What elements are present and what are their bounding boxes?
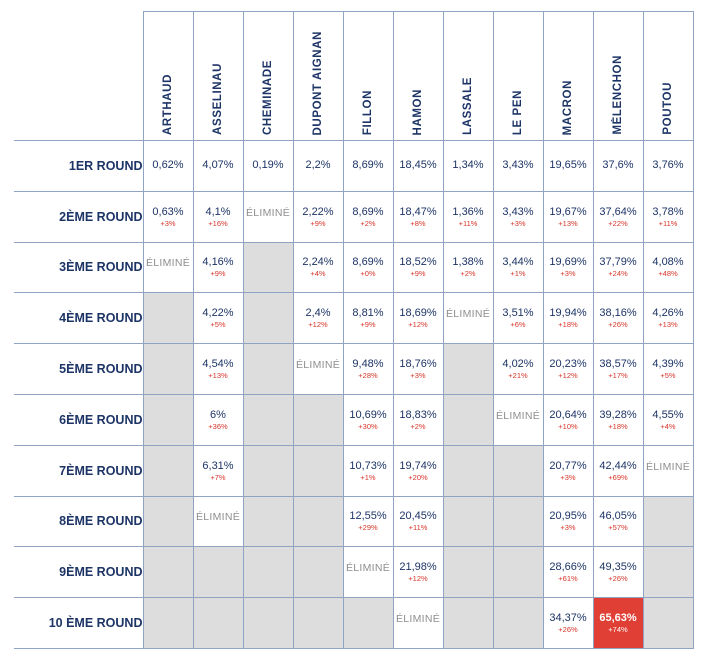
score-cell <box>343 141 393 192</box>
score-cell <box>593 394 643 445</box>
score-percent: 4,39% <box>652 358 684 371</box>
score-percent: 6,31% <box>202 459 234 472</box>
candidate-header-poutou <box>643 12 693 141</box>
score-cell <box>293 191 343 242</box>
eliminated-label: ÉLIMINÉ <box>245 206 291 219</box>
score-change: +61% <box>558 574 578 584</box>
score-cell <box>443 141 493 192</box>
round-row <box>14 496 693 547</box>
score-change: +13% <box>658 320 678 330</box>
score-cell <box>343 344 393 395</box>
score-change: +18% <box>558 320 578 330</box>
candidate-header-melenchon <box>593 12 643 141</box>
score-percent: 9,48% <box>352 358 384 371</box>
score-percent: 0,63% <box>152 205 184 218</box>
score-cell <box>193 242 243 293</box>
score-percent: 2,2% <box>305 159 331 172</box>
score-change: +26% <box>608 320 628 330</box>
score-cell <box>643 394 693 445</box>
score-percent: 19,69% <box>549 256 587 269</box>
score-percent: 4,22% <box>202 307 234 320</box>
score-cell <box>343 445 393 496</box>
eliminated-label: ÉLIMINÉ <box>445 308 491 321</box>
eliminated-empty-cell <box>193 547 243 598</box>
score-change: +9% <box>210 269 226 279</box>
score-cell <box>143 191 193 242</box>
eliminated-empty-cell <box>443 445 493 496</box>
score-percent: 3,43% <box>502 205 534 218</box>
score-cell <box>443 242 493 293</box>
round-row <box>14 141 693 192</box>
score-cell <box>393 547 443 598</box>
score-change: +28% <box>358 371 378 381</box>
round-row <box>14 445 693 496</box>
score-cell <box>343 394 393 445</box>
score-cell <box>543 141 593 192</box>
score-cell <box>293 293 343 344</box>
score-change: +6% <box>510 320 526 330</box>
eliminated-label: ÉLIMINÉ <box>345 562 391 575</box>
candidate-name: LE PEN <box>512 89 524 135</box>
eliminated-empty-cell <box>443 344 493 395</box>
score-change: +22% <box>608 218 628 228</box>
eliminated-empty-cell <box>143 293 193 344</box>
round-label: 4ÈME ROUND <box>14 293 143 344</box>
score-percent: 2,4% <box>305 307 331 320</box>
score-cell <box>393 191 443 242</box>
eliminated-label: ÉLIMINÉ <box>295 359 341 372</box>
score-percent: 8,69% <box>352 159 384 172</box>
score-change: +2% <box>460 269 476 279</box>
score-percent: 19,65% <box>549 159 587 172</box>
eliminated-label: ÉLIMINÉ <box>195 511 241 524</box>
eliminated-cell <box>293 344 343 395</box>
eliminated-empty-cell <box>143 445 193 496</box>
score-change: +29% <box>358 523 378 533</box>
score-change: +3% <box>410 371 426 381</box>
score-cell <box>543 191 593 242</box>
score-cell <box>193 293 243 344</box>
score-percent: 4,55% <box>652 408 684 421</box>
score-change: +74% <box>608 625 628 635</box>
round-label: 1ER ROUND <box>14 141 143 192</box>
score-change: +17% <box>608 371 628 381</box>
round-label: 5ÈME ROUND <box>14 344 143 395</box>
round-label: 9ÈME ROUND <box>14 547 143 598</box>
score-percent: 34,37% <box>549 612 587 625</box>
candidate-header-row <box>14 12 693 141</box>
score-change: +3% <box>510 218 526 228</box>
score-percent: 19,67% <box>549 205 587 218</box>
score-percent: 3,76% <box>652 159 684 172</box>
eliminated-empty-cell <box>243 394 293 445</box>
round-label: 10 ÈME ROUND <box>14 598 143 649</box>
eliminated-label: ÉLIMINÉ <box>495 409 541 422</box>
score-change: +69% <box>608 472 628 482</box>
eliminated-empty-cell <box>293 547 343 598</box>
score-percent: 8,81% <box>352 307 384 320</box>
score-cell <box>543 344 593 395</box>
score-cell <box>493 344 543 395</box>
eliminated-empty-cell <box>493 496 543 547</box>
score-change: +3% <box>160 218 176 228</box>
score-change: +13% <box>558 218 578 228</box>
score-cell <box>193 394 243 445</box>
score-change: +4% <box>660 421 676 431</box>
score-cell <box>193 191 243 242</box>
round-label: 8ÈME ROUND <box>14 496 143 547</box>
score-change: +11% <box>658 218 678 228</box>
score-percent: 2,22% <box>302 205 334 218</box>
eliminated-empty-cell <box>493 445 543 496</box>
round-label: 2ÈME ROUND <box>14 191 143 242</box>
score-change: +18% <box>608 421 628 431</box>
score-cell <box>593 547 643 598</box>
score-cell <box>343 191 393 242</box>
eliminated-empty-cell <box>143 394 193 445</box>
score-cell <box>443 191 493 242</box>
score-percent: 6% <box>210 408 226 421</box>
score-change: +16% <box>208 218 228 228</box>
score-change: +7% <box>210 472 226 482</box>
score-change: +13% <box>208 371 228 381</box>
eliminated-empty-cell <box>193 598 243 649</box>
score-change: +12% <box>408 574 428 584</box>
candidate-header-le-pen <box>493 12 543 141</box>
candidate-header-macron <box>543 12 593 141</box>
eliminated-cell <box>343 547 393 598</box>
eliminated-label: ÉLIMINÉ <box>395 613 441 626</box>
eliminated-empty-cell <box>243 344 293 395</box>
eliminated-cell <box>393 598 443 649</box>
eliminated-label: ÉLIMINÉ <box>145 257 191 270</box>
eliminated-empty-cell <box>643 496 693 547</box>
candidate-name: MÉLENCHON <box>612 55 624 135</box>
header-corner <box>14 12 143 141</box>
score-percent: 20,64% <box>549 408 587 421</box>
results-table <box>14 11 694 649</box>
score-cell <box>543 496 593 547</box>
score-cell <box>293 141 343 192</box>
score-cell <box>593 141 643 192</box>
score-percent: 18,47% <box>399 205 437 218</box>
winner-cell <box>593 598 643 649</box>
score-cell <box>393 394 443 445</box>
score-percent: 4,54% <box>202 358 234 371</box>
candidate-header-asselinau <box>193 12 243 141</box>
score-cell <box>543 445 593 496</box>
score-percent: 4,16% <box>202 256 234 269</box>
score-percent: 12,55% <box>349 510 387 523</box>
score-percent: 18,83% <box>399 408 437 421</box>
score-change: +9% <box>410 269 426 279</box>
score-percent: 4,1% <box>205 205 231 218</box>
round-row <box>14 598 693 649</box>
candidate-header-dupont-aignan <box>293 12 343 141</box>
score-cell <box>643 191 693 242</box>
score-percent: 0,62% <box>152 159 184 172</box>
round-row <box>14 394 693 445</box>
candidate-name: MACRON <box>562 79 574 135</box>
score-percent: 8,69% <box>352 205 384 218</box>
score-percent: 46,05% <box>599 510 637 523</box>
score-cell <box>543 598 593 649</box>
score-percent: 20,45% <box>399 510 437 523</box>
eliminated-empty-cell <box>443 598 493 649</box>
round-label: 7ÈME ROUND <box>14 445 143 496</box>
score-change: +5% <box>660 371 676 381</box>
eliminated-empty-cell <box>643 598 693 649</box>
eliminated-empty-cell <box>243 445 293 496</box>
candidate-header-lassale <box>443 12 493 141</box>
eliminated-cell <box>643 445 693 496</box>
round-row <box>14 293 693 344</box>
score-change: +3% <box>560 523 576 533</box>
score-percent: 10,69% <box>349 408 387 421</box>
score-cell <box>343 293 393 344</box>
eliminated-empty-cell <box>443 394 493 445</box>
score-percent: 21,98% <box>399 561 437 574</box>
score-percent: 18,76% <box>399 358 437 371</box>
eliminated-cell <box>493 394 543 445</box>
score-percent: 4,02% <box>502 358 534 371</box>
score-change: +57% <box>608 523 628 533</box>
eliminated-empty-cell <box>293 496 343 547</box>
score-cell <box>493 191 543 242</box>
eliminated-label: ÉLIMINÉ <box>645 460 691 473</box>
score-percent: 42,44% <box>599 459 637 472</box>
score-percent: 20,95% <box>549 510 587 523</box>
candidate-header-arthaud <box>143 12 193 141</box>
score-cell <box>593 242 643 293</box>
score-percent: 18,69% <box>399 307 437 320</box>
score-cell <box>543 242 593 293</box>
candidate-name: DUPONT AIGNAN <box>312 30 324 135</box>
candidate-name: ARTHAUD <box>162 73 174 135</box>
eliminated-empty-cell <box>143 344 193 395</box>
score-percent: 0,19% <box>252 159 284 172</box>
score-cell <box>193 141 243 192</box>
score-change: +3% <box>560 472 576 482</box>
score-cell <box>543 293 593 344</box>
score-cell <box>543 547 593 598</box>
eliminated-empty-cell <box>143 598 193 649</box>
candidate-name: HAMON <box>412 88 424 135</box>
score-change: +48% <box>658 269 678 279</box>
score-change: +2% <box>410 421 426 431</box>
score-cell <box>393 141 443 192</box>
score-cell <box>643 344 693 395</box>
score-cell <box>493 141 543 192</box>
score-percent: 20,77% <box>549 459 587 472</box>
score-change: +12% <box>308 320 328 330</box>
eliminated-empty-cell <box>343 598 393 649</box>
score-percent: 10,73% <box>349 459 387 472</box>
score-cell <box>193 445 243 496</box>
score-cell <box>493 293 543 344</box>
score-cell <box>393 344 443 395</box>
score-percent: 3,43% <box>502 159 534 172</box>
eliminated-empty-cell <box>443 496 493 547</box>
candidate-name: ASSELINAU <box>212 63 224 135</box>
score-change: +9% <box>310 218 326 228</box>
score-change: +11% <box>458 218 478 228</box>
score-percent: 3,44% <box>502 256 534 269</box>
eliminated-empty-cell <box>293 394 343 445</box>
eliminated-empty-cell <box>143 547 193 598</box>
score-change: +11% <box>408 523 428 533</box>
round-row <box>14 242 693 293</box>
eliminated-empty-cell <box>293 598 343 649</box>
score-change: +5% <box>210 320 226 330</box>
score-percent: 38,16% <box>599 307 637 320</box>
score-percent: 38,57% <box>599 358 637 371</box>
score-cell <box>643 293 693 344</box>
eliminated-empty-cell <box>443 547 493 598</box>
score-percent: 18,52% <box>399 256 437 269</box>
score-percent: 28,66% <box>549 561 587 574</box>
round-label: 6ÈME ROUND <box>14 394 143 445</box>
eliminated-empty-cell <box>243 293 293 344</box>
round-row <box>14 547 693 598</box>
score-percent: 1,34% <box>452 159 484 172</box>
score-cell <box>593 191 643 242</box>
eliminated-empty-cell <box>243 547 293 598</box>
candidate-name: POUTOU <box>662 82 674 135</box>
score-cell <box>493 242 543 293</box>
score-percent: 3,51% <box>502 307 534 320</box>
candidate-header-cheminade <box>243 12 293 141</box>
score-cell <box>643 242 693 293</box>
score-cell <box>543 394 593 445</box>
score-cell <box>193 344 243 395</box>
score-change: +2% <box>360 218 376 228</box>
score-change: +1% <box>360 472 376 482</box>
round-row <box>14 344 693 395</box>
score-percent: 37,6% <box>602 159 634 172</box>
score-cell <box>643 141 693 192</box>
score-percent: 4,07% <box>202 159 234 172</box>
eliminated-empty-cell <box>493 547 543 598</box>
eliminated-cell <box>193 496 243 547</box>
score-percent: 65,63% <box>599 612 637 625</box>
score-change: +9% <box>360 320 376 330</box>
eliminated-empty-cell <box>243 242 293 293</box>
score-cell <box>343 496 393 547</box>
score-change: +12% <box>558 371 578 381</box>
score-change: +21% <box>508 371 528 381</box>
candidate-header-hamon <box>393 12 443 141</box>
score-cell <box>593 445 643 496</box>
score-percent: 4,08% <box>652 256 684 269</box>
score-cell <box>393 496 443 547</box>
score-percent: 37,79% <box>599 256 637 269</box>
score-change: +0% <box>360 269 376 279</box>
score-cell <box>393 445 443 496</box>
score-change: +4% <box>310 269 326 279</box>
score-percent: 37,64% <box>599 205 637 218</box>
score-percent: 8,69% <box>352 256 384 269</box>
score-percent: 19,94% <box>549 307 587 320</box>
score-percent: 3,78% <box>652 205 684 218</box>
score-change: +26% <box>608 574 628 584</box>
eliminated-empty-cell <box>143 496 193 547</box>
score-cell <box>593 344 643 395</box>
score-cell <box>143 141 193 192</box>
score-percent: 2,24% <box>302 256 334 269</box>
score-percent: 18,45% <box>399 159 437 172</box>
score-change: +1% <box>510 269 526 279</box>
score-cell <box>243 141 293 192</box>
eliminated-empty-cell <box>243 496 293 547</box>
score-change: +24% <box>608 269 628 279</box>
score-change: +20% <box>408 472 428 482</box>
score-percent: 4,26% <box>652 307 684 320</box>
score-percent: 19,74% <box>399 459 437 472</box>
score-percent: 1,36% <box>452 205 484 218</box>
candidate-header-fillon <box>343 12 393 141</box>
score-cell <box>593 293 643 344</box>
score-change: +10% <box>558 421 578 431</box>
eliminated-cell <box>243 191 293 242</box>
score-cell <box>343 242 393 293</box>
eliminated-empty-cell <box>243 598 293 649</box>
candidate-name: LASSALE <box>462 77 474 135</box>
candidate-name: FILLON <box>362 89 374 135</box>
score-percent: 20,23% <box>549 358 587 371</box>
eliminated-empty-cell <box>643 547 693 598</box>
score-change: +3% <box>560 269 576 279</box>
score-cell <box>593 496 643 547</box>
score-change: +36% <box>208 421 228 431</box>
eliminated-cell <box>143 242 193 293</box>
score-cell <box>393 293 443 344</box>
score-change: +30% <box>358 421 378 431</box>
score-change: +26% <box>558 625 578 635</box>
score-cell <box>293 242 343 293</box>
score-change: +8% <box>410 218 426 228</box>
score-percent: 39,28% <box>599 408 637 421</box>
score-percent: 49,35% <box>599 561 637 574</box>
score-cell <box>393 242 443 293</box>
score-change: +12% <box>408 320 428 330</box>
candidate-name: CHEMINADE <box>262 59 274 135</box>
eliminated-empty-cell <box>293 445 343 496</box>
round-label: 3ÈME ROUND <box>14 242 143 293</box>
eliminated-cell <box>443 293 493 344</box>
score-percent: 1,38% <box>452 256 484 269</box>
round-row <box>14 191 693 242</box>
eliminated-empty-cell <box>493 598 543 649</box>
